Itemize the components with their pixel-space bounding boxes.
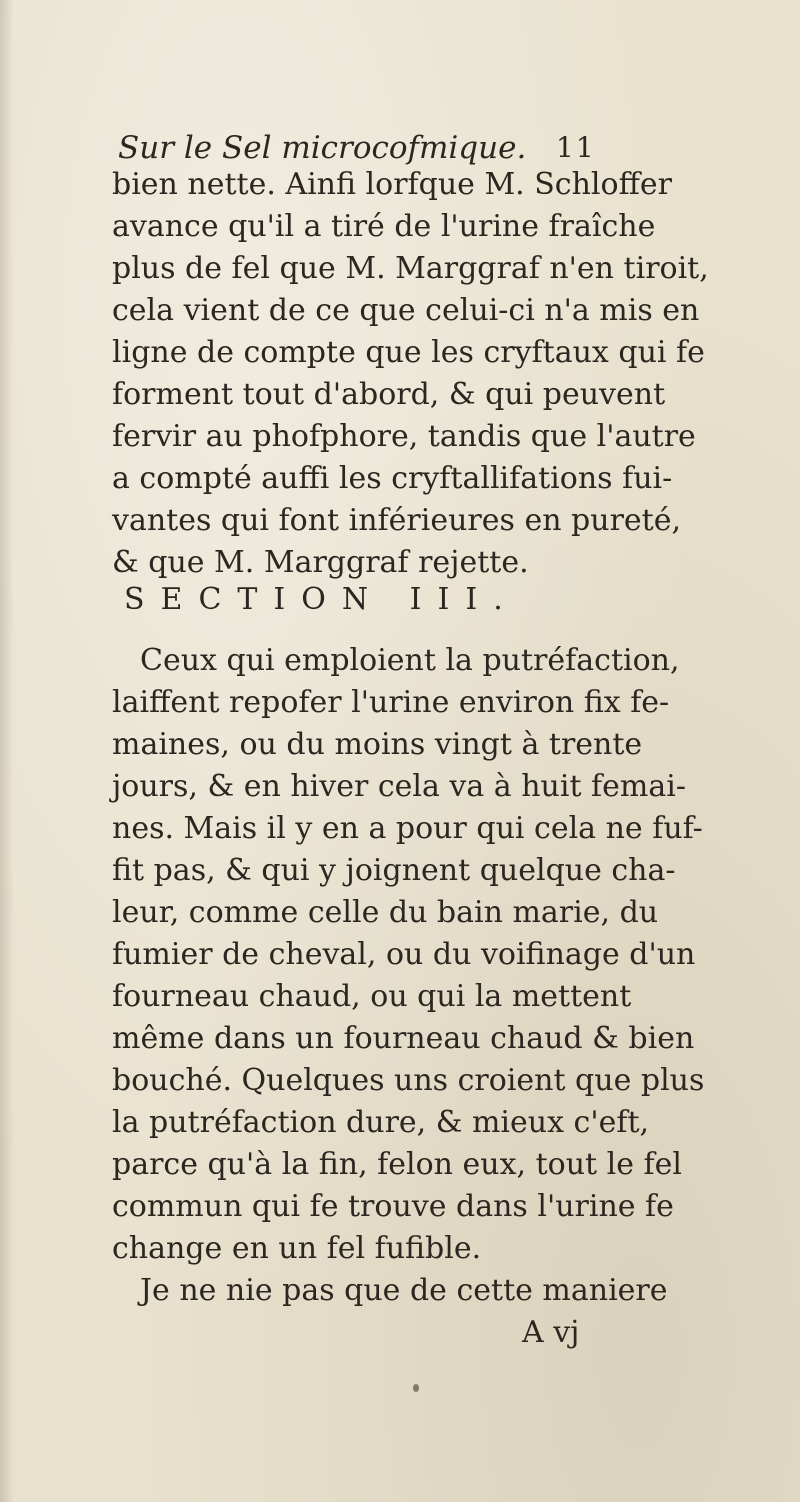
text-line: Ceux qui emploient la putréfaction, — [140, 643, 680, 678]
text-line: commun qui fe trouve dans l'urine fe — [112, 1189, 674, 1224]
text-line: fumier de cheval, ou du voifinage d'un — [112, 937, 696, 972]
text-line: forment tout d'abord, & qui peuvent — [112, 377, 666, 412]
text-line: la putréfaction dure, & mieux c'eft, — [112, 1105, 650, 1140]
text-line: laiffent repofer l'urine environ fix fe- — [112, 685, 670, 720]
section-heading: SECTION III. — [124, 582, 519, 617]
text-line: & que M. Marggraf rejette. — [112, 545, 529, 580]
text-line: a compté auffi les cryftallifations fui- — [112, 461, 673, 496]
text-line: jours, & en hiver cela va à huit femai- — [112, 769, 686, 804]
text-line: plus de fel que M. Marggraf n'en tiroit, — [112, 251, 709, 286]
running-head-title: Sur le Sel microcofmique. — [118, 130, 527, 166]
text-line: ligne de compte que les cryftaux qui fe — [112, 335, 705, 370]
page-number: 11 — [556, 131, 596, 164]
text-line: fervir au phofphore, tandis que l'autre — [112, 419, 696, 454]
signature-mark: A vj — [522, 1315, 580, 1350]
text-line: vantes qui font inférieures en pureté, — [112, 503, 682, 538]
text-line: maines, ou du moins vingt à trente — [112, 727, 643, 762]
text-line: nes. Mais il y en a pour qui cela ne fuf- — [112, 811, 703, 846]
text-line: change en un fel fufible. — [112, 1231, 482, 1266]
text-line: fit pas, & qui y joignent quelque cha- — [112, 853, 676, 888]
text-line: leur, comme celle du bain marie, du — [112, 895, 659, 930]
text-line: cela vient de ce que celui-ci n'a mis en — [112, 293, 700, 328]
text-line: parce qu'à la fin, felon eux, tout le fel — [112, 1147, 682, 1182]
page-edge-shadow — [0, 0, 14, 1502]
text-line: Je ne nie pas que de cette maniere — [140, 1273, 668, 1308]
text-line: bouché. Quelques uns croient que plus — [112, 1063, 705, 1098]
text-line: bien nette. Ainfi lorfque M. Schloffer — [112, 167, 672, 202]
text-line: avance qu'il a tiré de l'urine fraîche — [112, 209, 656, 244]
text-line: même dans un fourneau chaud & bien — [112, 1021, 695, 1056]
text-line: fourneau chaud, ou qui la mettent — [112, 979, 632, 1014]
ink-speck — [413, 1384, 419, 1392]
